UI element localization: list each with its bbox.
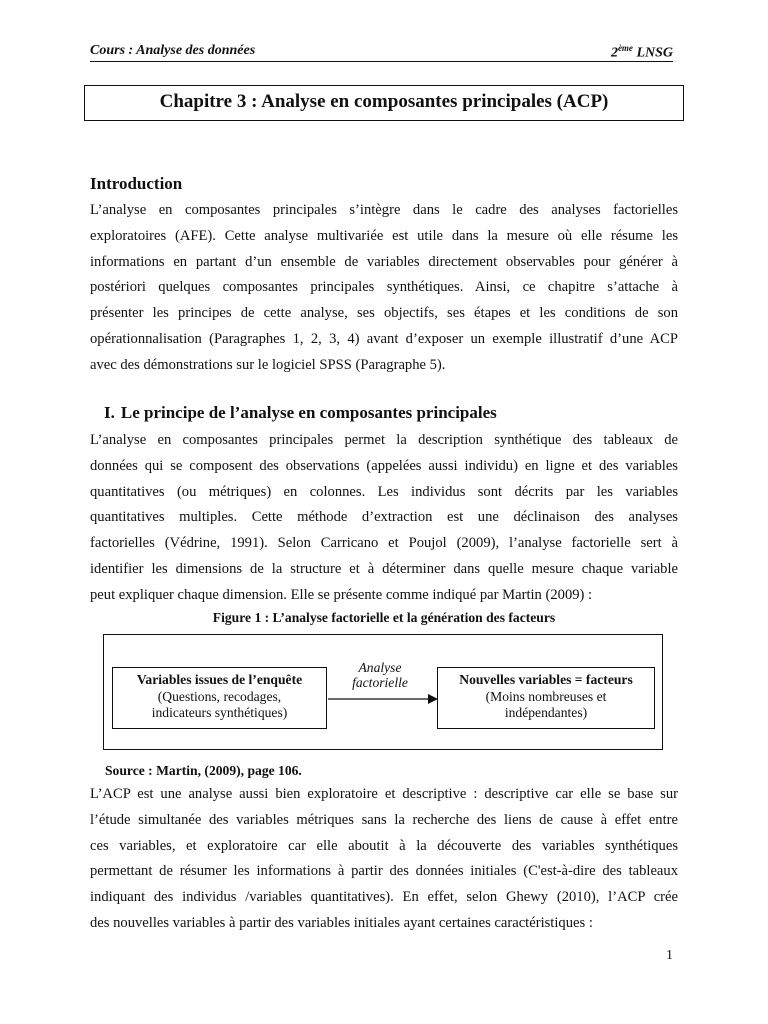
right-box-line: indépendantes) bbox=[504, 705, 588, 720]
course-level: 2ème LNSG bbox=[610, 43, 673, 61]
text-line: quantitatives (ou métriques) en colonnes. Les individus sont décrits par les variables bbox=[90, 483, 678, 500]
introduction-heading: Introduction bbox=[90, 174, 183, 193]
arrow-icon bbox=[328, 690, 438, 710]
text-line: peut expliquer chaque dimension. Elle se présente comme indiqué par Martin (2009) : bbox=[90, 586, 593, 603]
text-line: ces variables, et exploratoire car elle aboutit à la découverte des variables synthétiques bbox=[90, 837, 678, 854]
text-line: quantitatives multiples. Cette méthode d’extraction est une déclinaison des analyses bbox=[90, 509, 678, 526]
text-line: informations en partant d’un ensemble de variables directement observables pour générer à bbox=[90, 253, 678, 270]
course-title: Cours : Analyse des données bbox=[90, 43, 256, 58]
text-line: L’analyse en composantes principales s’intègre dans le cadre des analyses factorielles bbox=[90, 202, 678, 218]
text-line: indiquant des individus /variables quantitatives). En effet, selon Ghewy (2010), l’ACP crée bbox=[90, 889, 678, 906]
acp-paragraph bbox=[90, 782, 678, 937]
left-box-line: (Questions, recodages, bbox=[157, 688, 282, 704]
text-line: avec des démonstrations sur le logiciel SPSS (Paragraphe 5). bbox=[90, 356, 446, 373]
figure-left-box bbox=[112, 667, 327, 729]
left-box-title: Variables issues de l’enquête bbox=[136, 672, 303, 687]
text-line: données qui se composent des observations (appelées aussi individu) en ligne et des variables bbox=[90, 457, 678, 474]
text-line: présenter les principes de cette analyse, ses objectifs, ses étapes et les conditions de son bbox=[90, 305, 678, 322]
figure-right-box bbox=[437, 667, 655, 729]
text-line: identifier les dimensions de la structure et à déterminer dans quelle mesure chaque variable bbox=[90, 560, 678, 577]
figure-title: Figure 1 : L’analyse factorielle et la génération des facteurs bbox=[212, 610, 556, 625]
chapter-title: Chapitre 3 : Analyse en composantes principales (ACP) bbox=[159, 91, 609, 112]
text-line: factorielles (Védrine, 1991). Selon Carricano et Poujol (2009), l’analyse factorielle sert à bbox=[90, 535, 678, 552]
text-line: postériori quelques composantes principales synthétiques. Ainsi, ce chapitre s’attache à bbox=[90, 279, 678, 296]
section-1-heading bbox=[104, 403, 497, 423]
right-box-title: Nouvelles variables = facteurs bbox=[459, 672, 633, 687]
text-line: des nouvelles variables à partir des variables initiales ayant certaines caractéristiques : bbox=[90, 914, 593, 931]
section-number: I. bbox=[104, 403, 115, 422]
left-box-line: indicateurs synthétiques) bbox=[151, 705, 288, 720]
text-line: permettant de résumer les informations à partir des données initiales (C'est-à-dire des tableaux bbox=[90, 863, 678, 880]
text-line: exploratoires (AFE). Cette analyse multivariée est utile dans la mesure où elle résume les bbox=[90, 227, 678, 244]
text-line: L’analyse en composantes principales permet la description synthétique des tableaux de bbox=[90, 432, 678, 448]
text-line: l’étude simultanée des variables métriques sans la recherche des liens de cause à effet entre bbox=[90, 811, 678, 828]
page-number: 1 bbox=[666, 948, 673, 963]
chapter-title-box bbox=[84, 85, 684, 121]
section-title: Le principe de l’analyse en composantes principales bbox=[120, 403, 497, 422]
text-line: opérationnalisation (Paragraphes 1, 2, 3, 4) avant d’exposer un exemple illustratif d’une ACP bbox=[90, 330, 678, 347]
figure-source: Source : Martin, (2009), page 106. bbox=[105, 763, 302, 778]
introduction-paragraph bbox=[90, 198, 678, 379]
right-box-line: (Moins nombreuses et bbox=[485, 688, 607, 704]
section-1-paragraph bbox=[90, 428, 678, 609]
arrow-label: Analyse factorielle bbox=[352, 660, 408, 690]
text-line: L’ACP est une analyse aussi bien exploratoire et descriptive : descriptive car elle se base sur bbox=[90, 786, 678, 802]
page-header bbox=[90, 41, 673, 62]
